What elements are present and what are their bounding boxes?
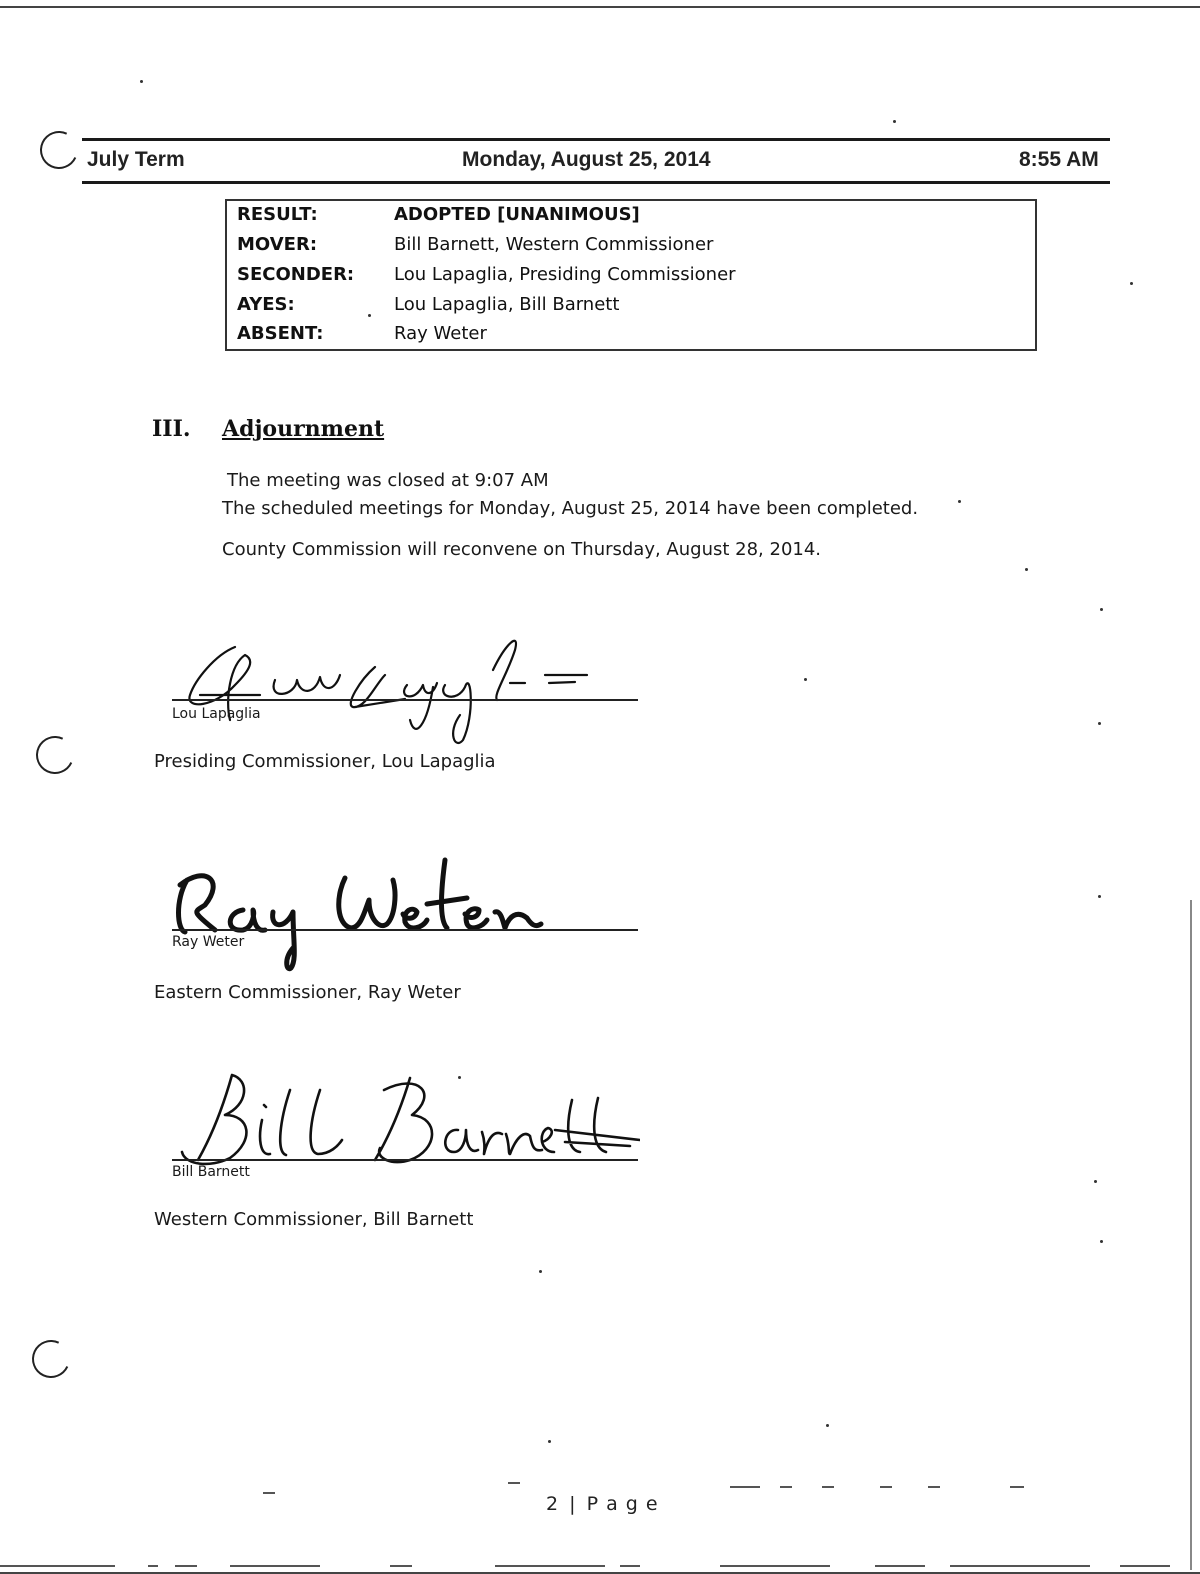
page-separator: | (569, 1493, 577, 1515)
scan-speck (539, 1270, 542, 1273)
signature-line-3 (172, 1159, 638, 1161)
header-bottom-rule (82, 181, 1110, 184)
signature-name-3: Bill Barnett (172, 1164, 250, 1180)
signature-bill-barnett (170, 1060, 640, 1180)
signature-name-2: Ray Weter (172, 934, 245, 950)
page-number: 2 (546, 1493, 560, 1515)
scan-dash (390, 1565, 412, 1567)
scan-dash (730, 1486, 760, 1488)
signature-name-1: Lou Lapaglia (172, 706, 261, 722)
scan-dash (780, 1486, 792, 1488)
vote-label-seconder: SECONDER: (237, 264, 355, 285)
scan-dash (263, 1492, 275, 1494)
scan-dash (0, 1565, 115, 1567)
scan-dash (175, 1565, 197, 1567)
scan-dash (1120, 1565, 1170, 1567)
scan-speck (958, 500, 961, 503)
scan-dash (508, 1482, 520, 1484)
adjournment-line-1: The meeting was closed at 9:07 AM (227, 470, 549, 491)
scan-speck (1098, 722, 1101, 725)
vote-label-ayes: AYES: (237, 294, 295, 315)
page-footer (546, 1493, 659, 1515)
signature-text-1: Lou Lapaglia (175, 625, 181, 626)
signature-lou-lapaglia (175, 625, 605, 745)
vote-label-absent: ABSENT: (237, 323, 324, 344)
scan-speck (1130, 282, 1133, 285)
header-top-rule (82, 138, 1110, 141)
punch-hole-bottom (27, 1335, 76, 1384)
punch-hole-top (35, 126, 84, 175)
signature-text-3: Bill Barnett (170, 1060, 175, 1061)
page-label: P a g e (586, 1493, 659, 1515)
section-title: Adjournment (222, 416, 385, 442)
signature-caption-3: Western Commissioner, Bill Barnett (154, 1209, 474, 1230)
scan-dash (230, 1565, 320, 1567)
scan-speck (368, 314, 371, 317)
scan-dash (880, 1486, 892, 1488)
scan-dash (148, 1565, 158, 1567)
vote-label-mover: MOVER: (237, 234, 318, 255)
scan-speck (548, 1440, 551, 1443)
scan-dash (720, 1565, 830, 1567)
section-number: III. (152, 416, 191, 442)
signature-text-2: Ray Weter (165, 840, 170, 841)
header-date: Monday, August 25, 2014 (462, 148, 711, 171)
header-term: July Term (87, 148, 185, 171)
scan-speck (1094, 1180, 1097, 1183)
vote-value-mover: Bill Barnett, Western Commissioner (394, 234, 714, 255)
punch-hole-middle (31, 731, 80, 780)
scan-dash (950, 1565, 1090, 1567)
signature-caption-2: Eastern Commissioner, Ray Weter (154, 982, 461, 1003)
adjournment-line-2: The scheduled meetings for Monday, August 25, 2014 have been completed. (222, 498, 919, 519)
scan-speck (1100, 608, 1103, 611)
scan-speck (1100, 1240, 1103, 1243)
scan-speck (1025, 568, 1028, 571)
adjournment-line-3: County Commission will reconvene on Thursday, August 28, 2014. (222, 539, 822, 560)
vote-label-result: RESULT: (237, 204, 318, 225)
vote-result-box (225, 199, 1037, 351)
scan-speck (804, 678, 807, 681)
signature-line-1 (172, 699, 638, 701)
scan-speck (140, 80, 143, 83)
scan-dash (620, 1565, 640, 1567)
signature-line-2 (172, 929, 638, 931)
scan-dash (495, 1565, 605, 1567)
scan-dash (1010, 1486, 1024, 1488)
scan-speck (1098, 895, 1101, 898)
vote-value-result: ADOPTED [UNANIMOUS] (394, 204, 640, 225)
signature-caption-1: Presiding Commissioner, Lou Lapaglia (154, 751, 496, 772)
scan-right-edge (1190, 900, 1192, 1570)
scan-top-edge (0, 6, 1200, 8)
scan-dash (928, 1486, 940, 1488)
header-time: 8:55 AM (1019, 148, 1099, 171)
scan-speck (458, 1076, 461, 1079)
scan-speck (893, 120, 896, 123)
vote-value-absent: Ray Weter (394, 323, 487, 344)
signature-ray-weter (165, 840, 565, 980)
vote-value-ayes: Lou Lapaglia, Bill Barnett (394, 294, 620, 315)
vote-value-seconder: Lou Lapaglia, Presiding Commissioner (394, 264, 736, 285)
scan-dash (875, 1565, 925, 1567)
scan-speck (826, 1424, 829, 1427)
scan-dash (822, 1486, 834, 1488)
